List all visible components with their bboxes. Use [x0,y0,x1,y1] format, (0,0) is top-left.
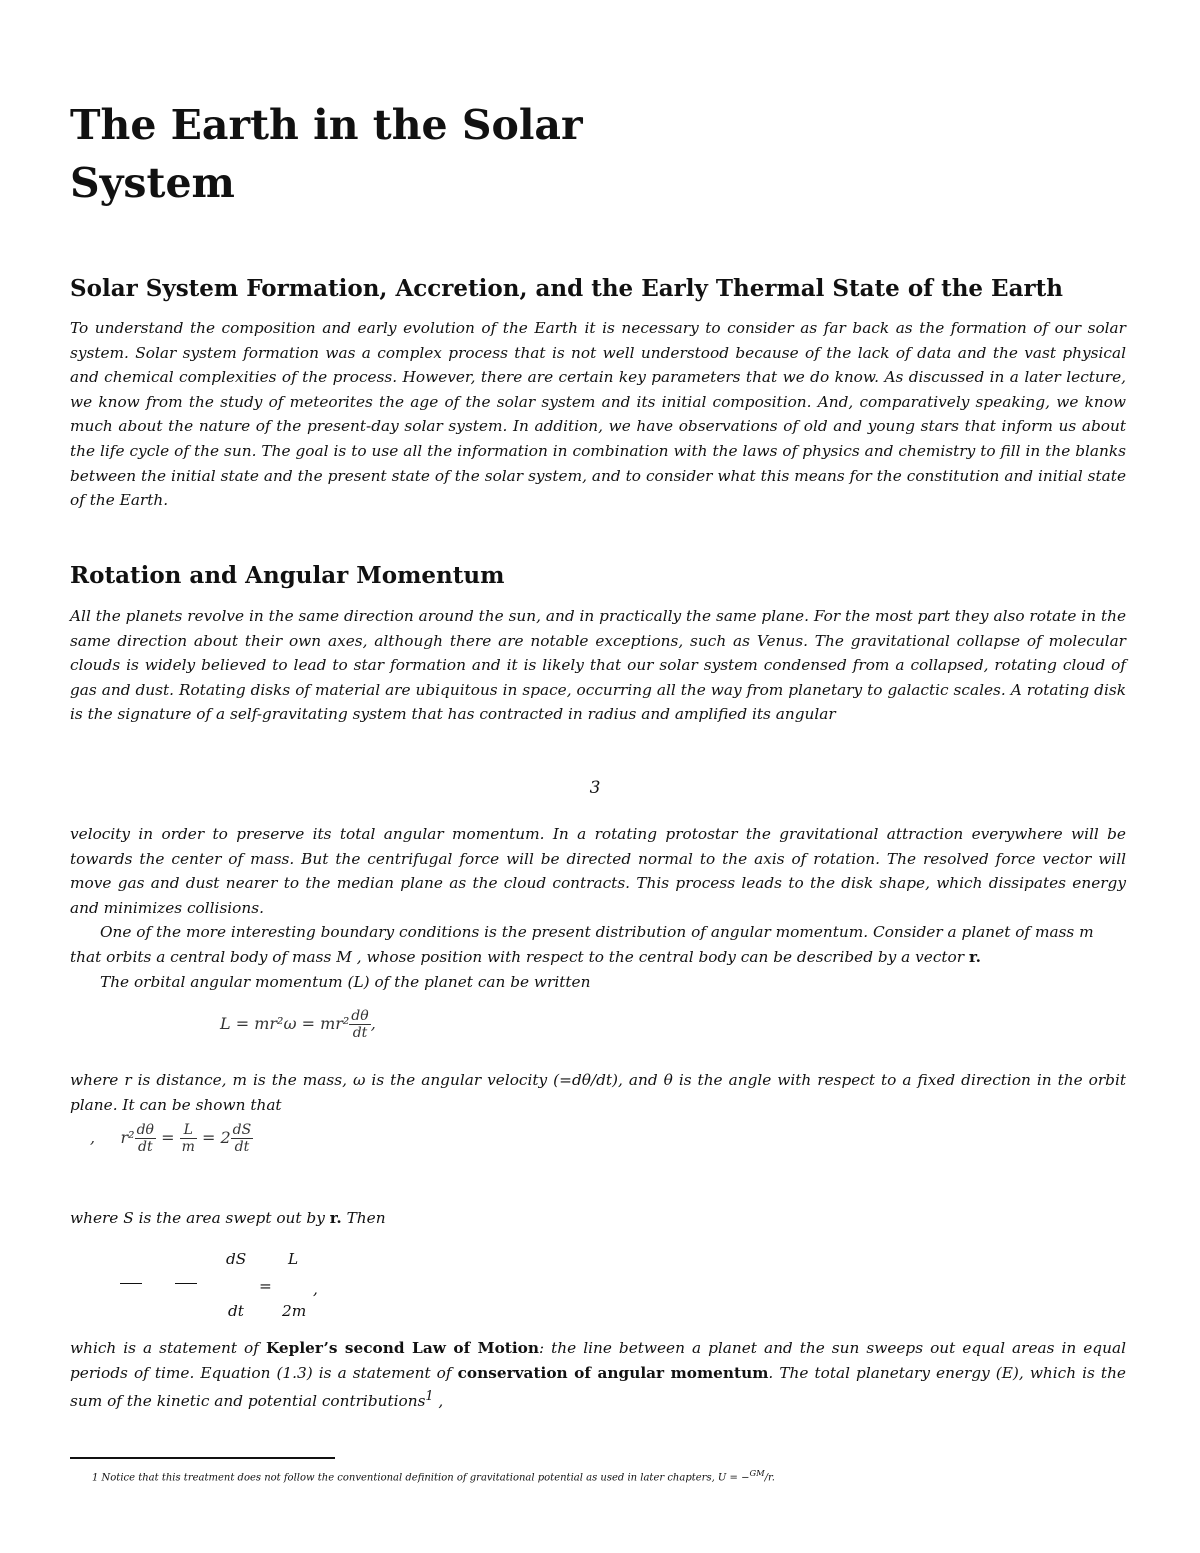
eq3-dash-2 [175,1283,197,1284]
eq1-tail: , [370,1014,376,1033]
paragraph-kepler [70,1336,1126,1414]
eq3-ds: dS [226,1250,247,1268]
eq3-2m: 2m [282,1302,307,1320]
eq2-den3: dt [234,1139,250,1155]
kepler-text-a: which is a statement of [70,1339,259,1357]
eq2-den2: m [181,1139,195,1155]
eq3-eq: = [259,1277,272,1295]
section-heading-formation: Solar System Formation, Accretion, and the Early Thermal State of the Earth [70,275,1063,302]
kepler-text-c: . The total planetary energy (E), which is the sum of the kinetic and potential contributions [70,1363,1126,1411]
footnote-text: 1 Notice that this treatment does not follow the conventional definition of gravitational potential as used in later chapters, U = − [92,1472,750,1484]
eq1-lhs: L = mr²ω = mr² [220,1014,350,1033]
boundary-text: One of the more interesting boundary conditions is the present distribution of angular momentum. Consider a planet of mass m that orbits a central body of mass M , whose position with respect to the central body can be described by a vector [70,923,1094,966]
kepler-law-term: Kepler’s second Law of Motion [265,1339,539,1357]
paragraph-boundary-conditions [70,920,1126,969]
eq2-frac1 [135,1122,156,1155]
paragraph-rotation: All the planets revolve in the same direction around the sun, and in practically the same plane. For the most part they also rotate in the same direction about their own axes, although there are notable exceptions, such as Venus. The gravitational collapse of molecular clouds is widely believed to lead to star formation and it is likely that our solar system condensed from a collapsed, rotating cloud of gas and dust. Rotating disks of material are ubiquitous in space, occurring all the way from planetary to galactic scales. A rotating disk is the signature of a self-gravitating system that has contracted in radius and amplified its angular [70,607,1126,724]
equation-area-rate [90,1122,253,1155]
footnote-ref: 1 [425,1389,434,1405]
eq1-den: dt [352,1025,368,1041]
paragraph-velocity: velocity in order to preserve its total angular momentum. In a rotating protostar the gravitational attraction everywhere will be towards the center of mass. But the centrifugal force will be directed normal to the axis of rotation. The resolved force vector will move gas and dust nearer to the median plane as the cloud contracts. This process leads to the disk shape, which dissipates energy and minimizes collisions. [70,825,1126,917]
area-swept-then: Then [346,1209,386,1227]
vector-r-2: r. [329,1209,342,1227]
eq3-comma: , [313,1280,318,1298]
paragraph-definitions: where r is distance, m is the mass, ω is the angular velocity (=dθ/dt), and θ is the angle with respect to a fixed direction in the orbit plane. It can be shown that [70,1071,1126,1114]
footnote-sup: GM [749,1468,765,1478]
eq2-num3: dS [232,1122,252,1138]
eq2-lead: , [90,1128,96,1147]
page-number: 3 [589,778,601,798]
footnote [92,1466,775,1485]
eq2-r2: r² [120,1128,135,1147]
eq3-dash-1 [120,1283,142,1284]
kepler-text-b: : the line between a planet and the sun sweeps out equal areas in equal periods of time. Equation (1.3) is a statement of [70,1339,1126,1382]
paragraph-formation: To understand the composition and early evolution of the Earth it is necessary to consider as far back as the formation of our solar system. Solar system formation was a complex process that is not well understood because of the lack of data and the vast physical and chemical complexities of the process. However, there are certain key parameters that we do know. As discussed in a later lecture, we know from the study of meteorites the age of the solar system and its initial composition. And, comparatively speaking, we know much about the nature of the present-day solar system. In addition, we have observations of old and young stars that inform us about the life cycle of the sun. The goal is to use all the information in combination with the laws of physics and chemistry to fill in the blanks between the initial state and the present state of the solar system, and to consider what this means for the constitution and initial state of the Earth. [70,319,1126,510]
kepler-text-d: , [438,1392,444,1411]
eq2-num2: L [180,1122,197,1139]
eq2-num1: dθ [136,1122,154,1138]
document-title [70,96,583,212]
title-line-1: The Earth in the Solar [70,101,583,149]
equation-angular-momentum [220,1008,376,1041]
eq1-fraction [349,1008,370,1041]
eq2-frac3 [231,1122,254,1155]
conservation-term: conservation of angular momentum [457,1363,769,1382]
area-swept-text: where S is the area swept out by [70,1209,325,1227]
eq3-dt: dt [228,1302,244,1320]
eq3-l: L [288,1250,299,1268]
paragraph-area-swept [70,1206,1126,1231]
eq2-den1: dt [137,1139,153,1155]
eq2-eq-b: = 2 [201,1128,231,1147]
paragraph-orbital-momentum: The orbital angular momentum (L) of the planet can be written [100,973,591,991]
eq2-eq-a: = [161,1128,175,1147]
eq1-num: dθ [351,1008,369,1024]
eq2-frac2 [180,1122,197,1155]
footnote-rule [70,1457,335,1459]
title-line-2: System [70,159,235,207]
footnote-tail: /r. [764,1472,775,1484]
section-heading-rotation: Rotation and Angular Momentum [70,562,505,589]
vector-r: r. [968,947,981,966]
